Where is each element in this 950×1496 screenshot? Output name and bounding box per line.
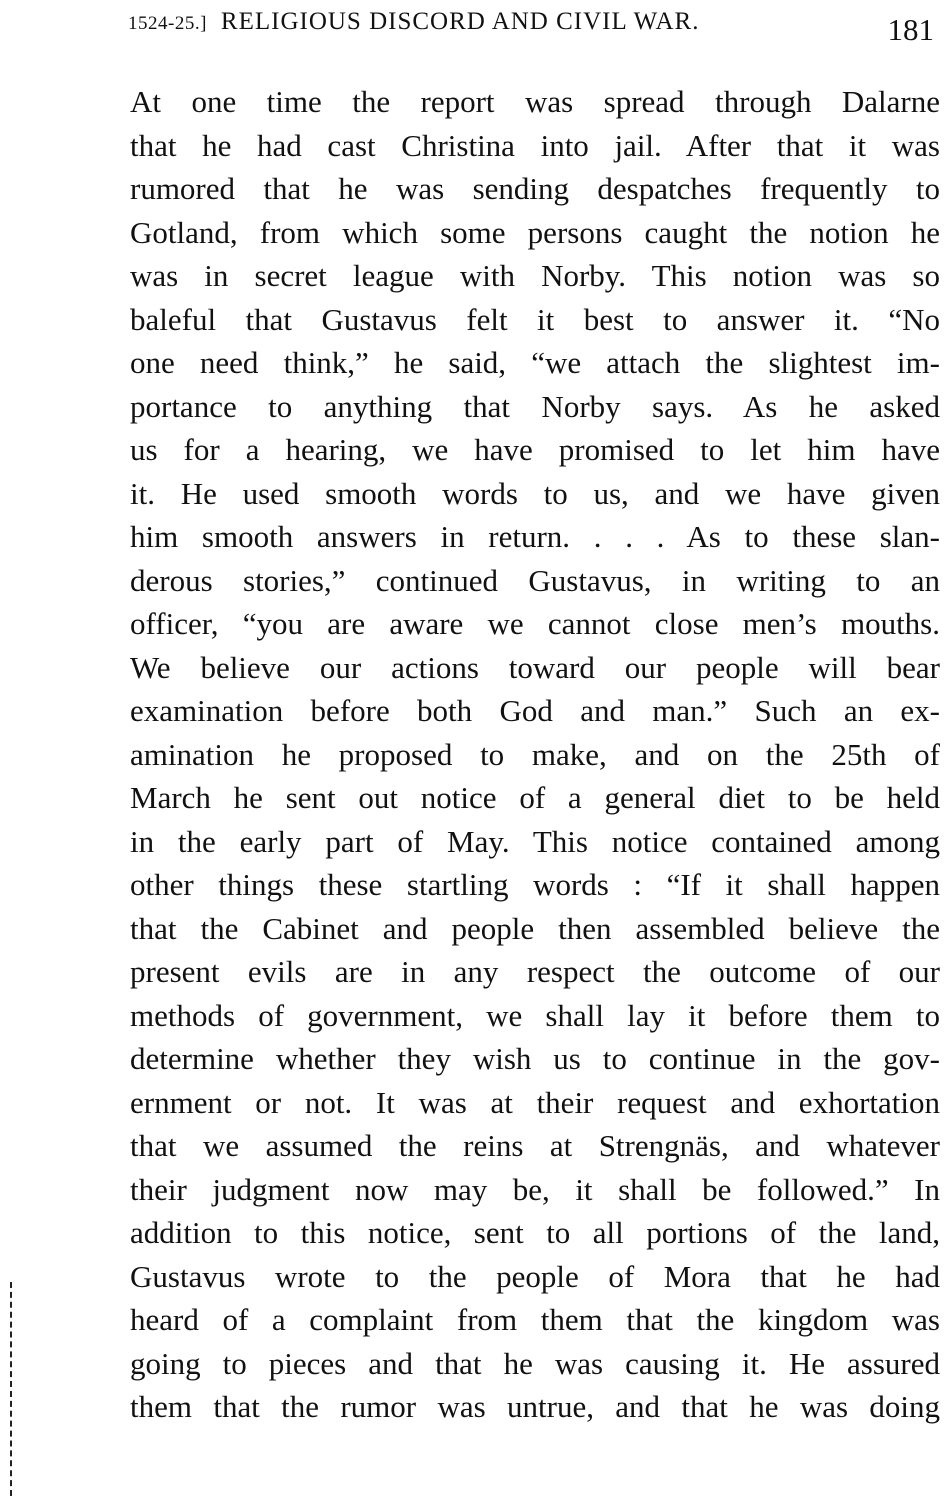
text-line: present evils are in any respect the outcome of our — [130, 954, 940, 989]
running-head — [128, 8, 940, 52]
text-line: determine whether they wish us to continue in the gov- — [130, 1041, 940, 1076]
page-number: 181 — [887, 12, 934, 47]
text-line: rumored that he was sending despatches frequently to — [130, 171, 940, 206]
text-line: was in secret league with Norby. This notion was so — [130, 258, 940, 293]
text-line: amination he proposed to make, and on the 25th of — [130, 736, 940, 772]
running-head-title: RELIGIOUS DISCORD AND CIVIL WAR. — [220, 8, 700, 35]
text-line: At one time the report was spread through Dalarne — [130, 84, 940, 119]
text-line: examination before both God and man.” Such an ex- — [130, 693, 940, 728]
text-line: other things these startling words : “If it shall happen — [130, 867, 940, 902]
text-line: them that the rumor was untrue, and that he was doing — [130, 1389, 940, 1424]
text-line: officer, “you are aware we cannot close men’s mouths. — [130, 606, 940, 641]
text-line: Gotland, from which some persons caught the notion he — [130, 214, 940, 250]
text-line: going to pieces and that he was causing it. He assured — [130, 1345, 940, 1381]
text-line: that he had cast Christina into jail. After that it was — [130, 127, 940, 163]
text-line: him smooth answers in return. . . . As to these slan- — [130, 519, 940, 554]
text-line: that we assumed the reins at Strengnäs, and whatever — [130, 1128, 940, 1163]
text-line: March he sent out notice of a general diet to be held — [130, 780, 940, 815]
text-line: addition to this notice, sent to all portions of the land, — [130, 1215, 940, 1250]
text-line: in the early part of May. This notice contained among — [130, 823, 940, 859]
scan-margin-line — [10, 1282, 12, 1496]
running-head-years: 1524-25.] — [128, 13, 207, 34]
text-line: one need think,” he said, “we attach the slightest im- — [130, 345, 940, 380]
text-line: Gustavus wrote to the people of Mora that he had — [130, 1258, 940, 1294]
text-line: heard of a complaint from them that the kingdom was — [130, 1302, 940, 1337]
text-line: their judgment now may be, it shall be followed.” In — [130, 1171, 940, 1207]
text-line: We believe our actions toward our people will bear — [130, 649, 940, 685]
text-line: it. He used smooth words to us, and we have given — [130, 475, 940, 511]
text-line: ernment or not. It was at their request and exhortation — [130, 1084, 940, 1120]
text-line: that the Cabinet and people then assembled believe the — [130, 910, 940, 946]
text-line: methods of government, we shall lay it before them to — [130, 997, 940, 1033]
text-line: portance to anything that Norby says. As he asked — [130, 388, 940, 424]
text-line: us for a hearing, we have promised to let him have — [130, 432, 940, 467]
text-line: derous stories,” continued Gustavus, in writing to an — [130, 562, 940, 598]
text-line: baleful that Gustavus felt it best to answer it. “No — [130, 301, 940, 337]
body-text — [130, 80, 940, 1429]
